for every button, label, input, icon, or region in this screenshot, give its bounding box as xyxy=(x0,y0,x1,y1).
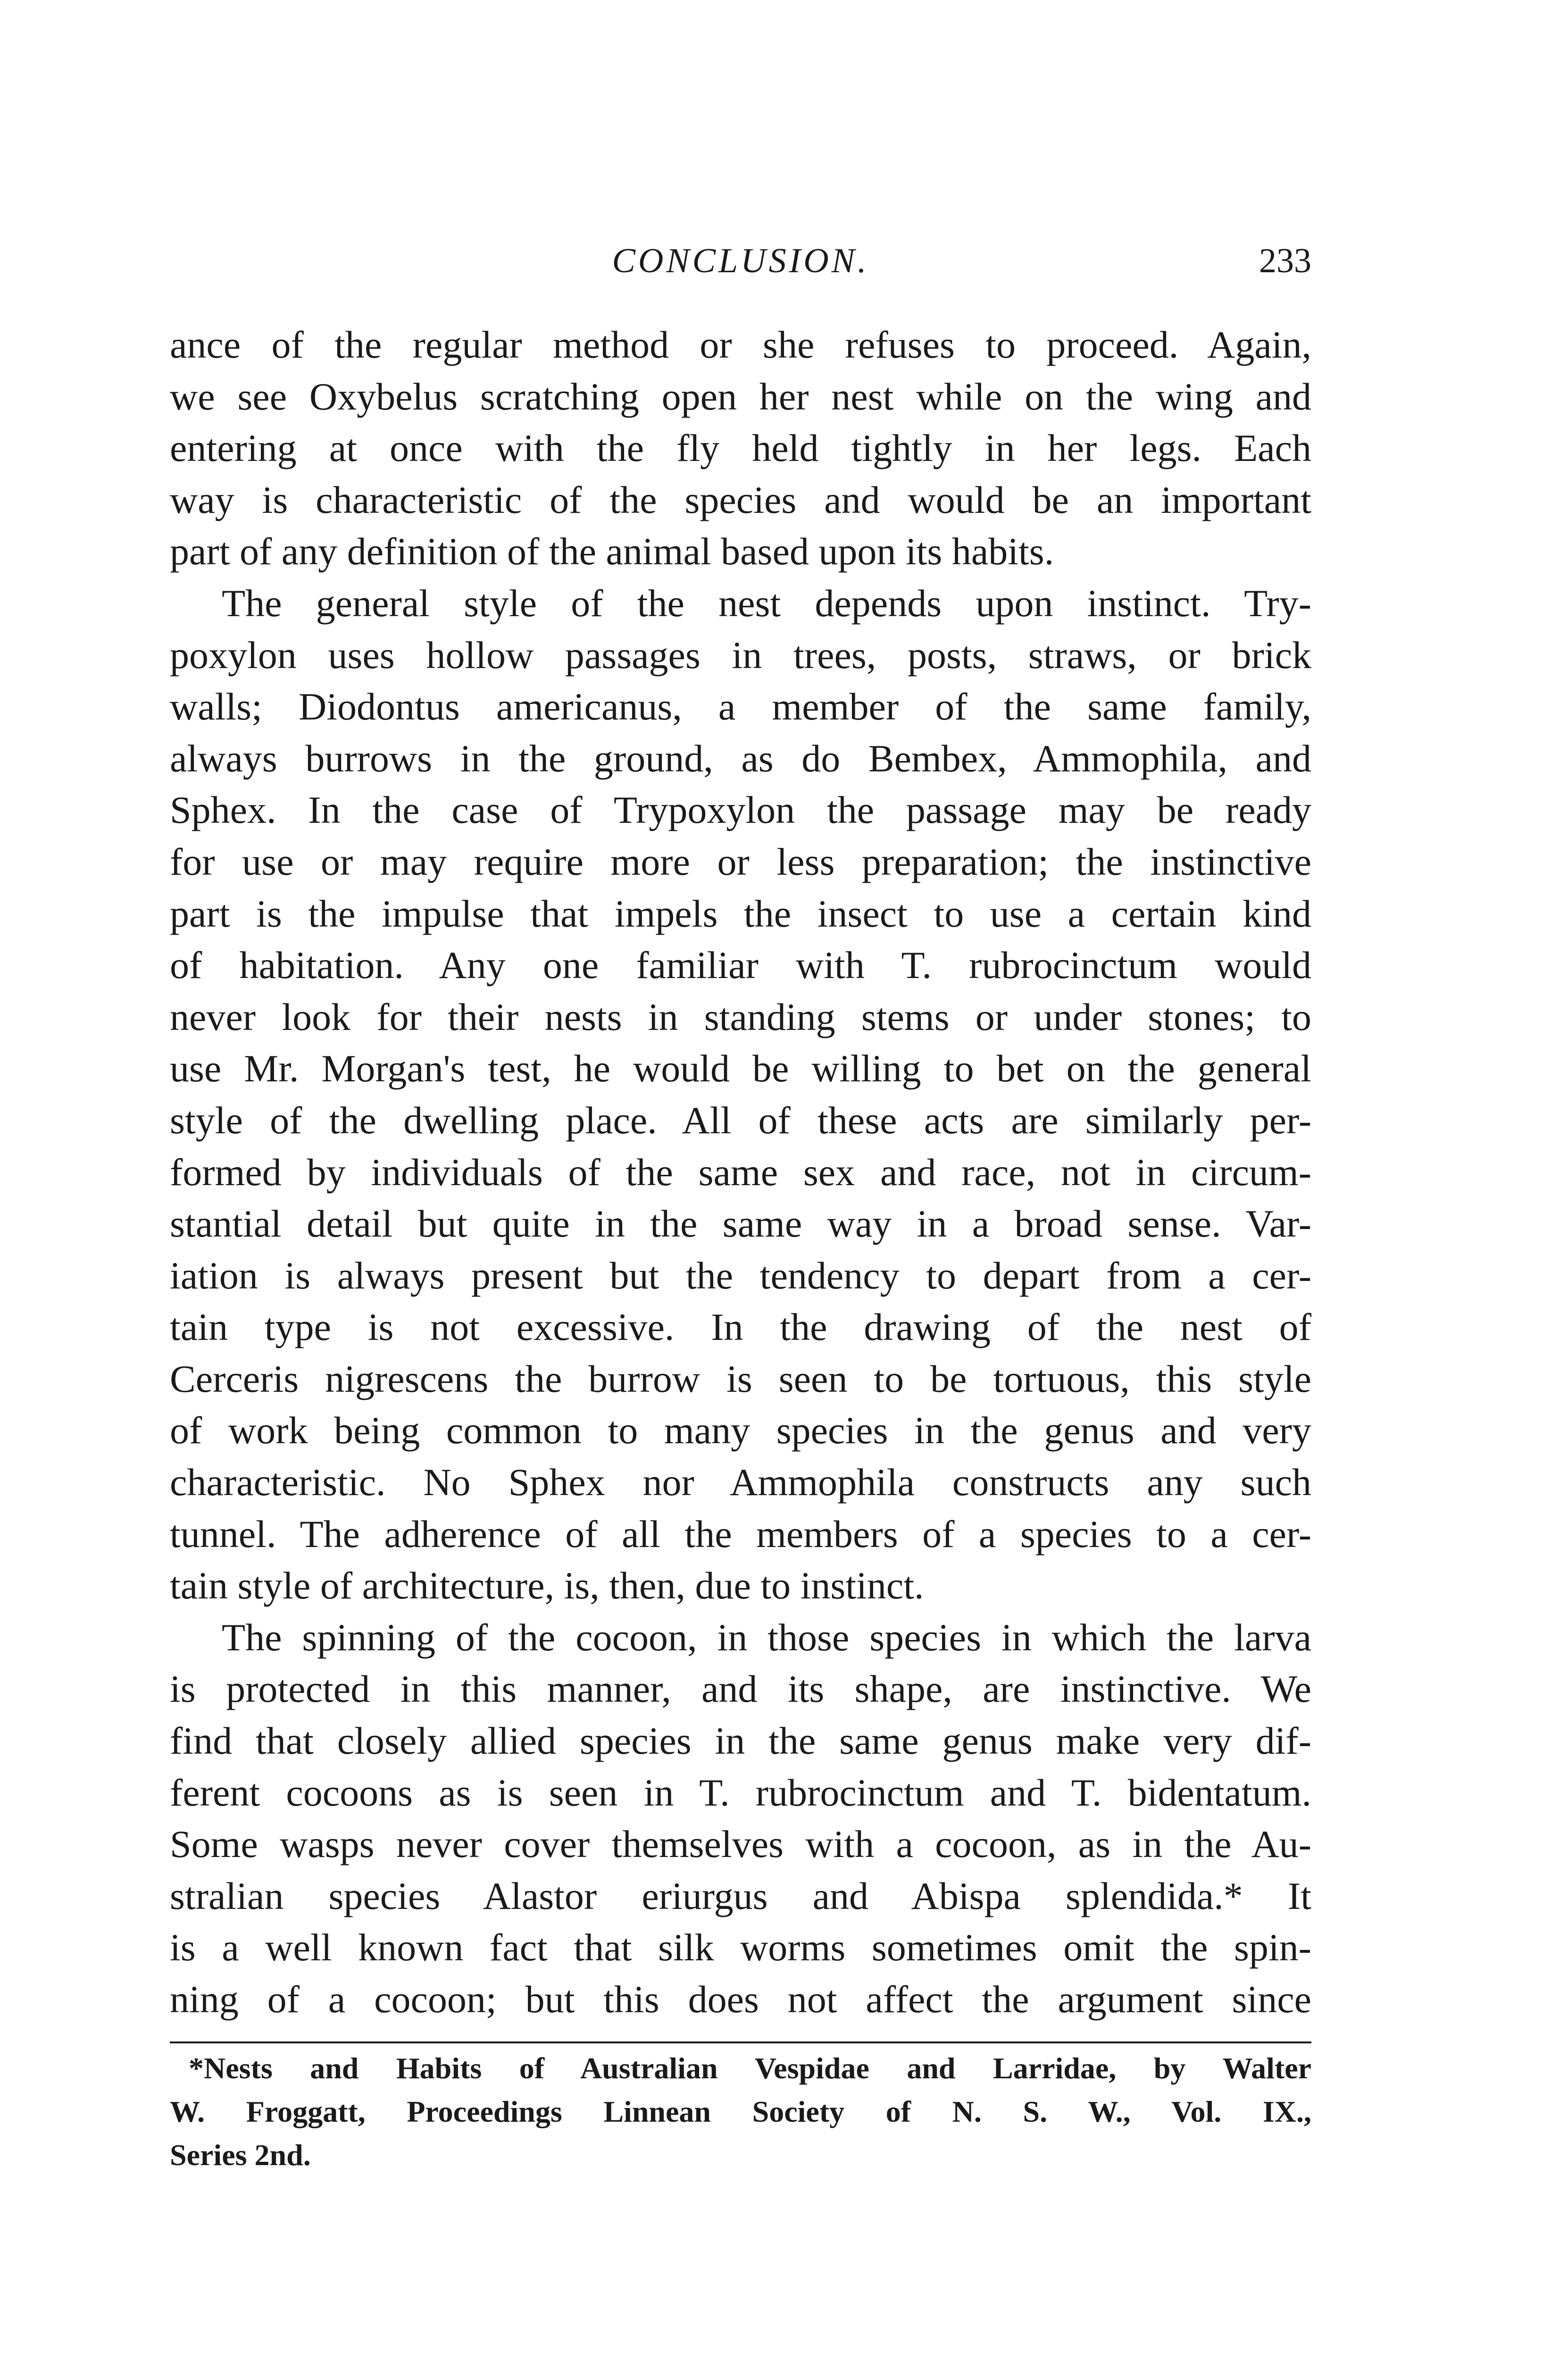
page-number: 233 xyxy=(1259,242,1311,280)
running-title: CONCLUSION. xyxy=(612,242,869,280)
text-line: way is characteristic of the species and would be an important xyxy=(170,478,1311,521)
text-line: poxylon uses hollow passages in trees, posts, straws, or brick xyxy=(170,633,1311,677)
text-line: is a well known fact that silk worms sometimes omit the spin- xyxy=(170,1926,1311,1969)
text-line: stantial detail but quite in the same way in a broad sense. Var- xyxy=(170,1202,1311,1246)
text-line: for use or may require more or less preparation; the instinctive xyxy=(170,840,1311,883)
text-line: part is the impulse that impels the insect to use a certain kind xyxy=(170,892,1311,935)
text-line: of habitation. Any one familiar with T. rubrocinctum would xyxy=(170,944,1311,987)
text-line: entering at once with the fly held tightly in her legs. Each xyxy=(170,427,1311,470)
text-line: ance of the regular method or she refuses to proceed. Again, xyxy=(170,323,1311,366)
text-line: ning of a cocoon; but this does not affect the argument since xyxy=(170,1978,1311,2021)
text-line: walls; Diodontus americanus, a member of the same family, xyxy=(170,685,1311,728)
text-line: style of the dwelling place. All of these acts are similarly per- xyxy=(170,1098,1311,1142)
footnote-line: *Nests and Habits of Australian Vespidae and Larridae, by Walter xyxy=(189,2051,1311,2085)
text-line: Cerceris nigrescens the burrow is seen to be tortuous, this style xyxy=(170,1357,1311,1400)
text-line: part of any definition of the animal based upon its habits. xyxy=(170,530,1054,573)
text-line: tain type is not excessive. In the drawing of the nest of xyxy=(170,1305,1311,1349)
text-line: find that closely allied species in the same genus make very dif- xyxy=(170,1719,1311,1763)
text-line: Sphex. In the case of Trypoxylon the passage may be ready xyxy=(170,788,1311,832)
text-line: ferent cocoons as is seen in T. rubrocinctum and T. bidentatum. xyxy=(170,1771,1311,1814)
footnote-rule xyxy=(170,2041,1311,2043)
text-line: of work being common to many species in the genus and very xyxy=(170,1409,1311,1452)
text-line: stralian species Alastor eriurgus and Abispa splendida.* It xyxy=(170,1874,1311,1917)
text-line: Some wasps never cover themselves with a cocoon, as in the Au- xyxy=(170,1823,1311,1866)
text-line: characteristic. No Sphex nor Ammophila constructs any such xyxy=(170,1461,1311,1504)
footnote-line: W. Froggatt, Proceedings Linnean Society of N. S. W., Vol. IX., xyxy=(170,2095,1311,2128)
text-line: never look for their nests in standing stems or under stones; to xyxy=(170,995,1311,1038)
text-line: The spinning of the cocoon, in those species in which the larva xyxy=(222,1615,1311,1659)
body-text xyxy=(170,319,1311,2025)
text-line: formed by individuals of the same sex and race, not in circum- xyxy=(170,1150,1311,1194)
page-header xyxy=(170,235,1311,287)
text-line: tunnel. The adherence of all the members of a species to a cer- xyxy=(170,1512,1311,1556)
text-line: use Mr. Morgan's test, he would be willing to bet on the general xyxy=(170,1047,1311,1090)
text-line: is protected in this manner, and its shape, are instinctive. We xyxy=(170,1667,1311,1711)
text-line: The general style of the nest depends upon instinct. Try- xyxy=(222,581,1311,625)
text-line: always burrows in the ground, as do Bembex, Ammophila, and xyxy=(170,736,1311,780)
footnote-line: Series 2nd. xyxy=(170,2138,311,2172)
text-line: iation is always present but the tendency to depart from a cer- xyxy=(170,1254,1311,1297)
footnote xyxy=(170,2047,1311,2177)
text-line: we see Oxybelus scratching open her nest while on the wing and xyxy=(170,375,1311,418)
text-line: tain style of architecture, is, then, due to instinct. xyxy=(170,1564,924,1607)
